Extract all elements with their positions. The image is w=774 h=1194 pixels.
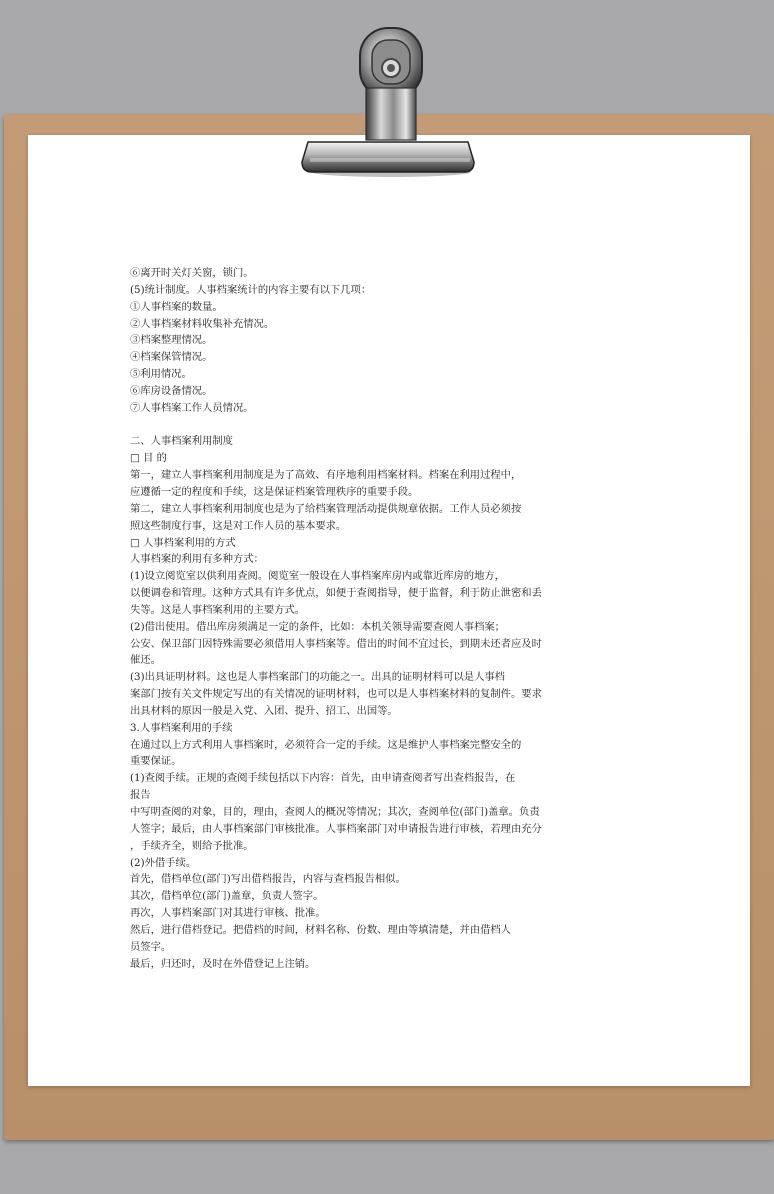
- text-line: 首先，借档单位(部门)写出借档报告，内容与查档报告相似。: [130, 873, 406, 886]
- text-line: 案部门按有关文件规定写出的有关情况的证明材料，也可以是人事档案材料的复制件。要求: [130, 688, 542, 701]
- text-line: ②人事档案材料收集补充情况。: [130, 317, 275, 330]
- text-line: 应遵循一定的程度和手续，这是保证档案管理秩序的重要手段。: [130, 485, 419, 498]
- text-line: ①人事档案的数量。: [130, 300, 223, 313]
- text-line: 然后，进行借档登记。把借档的时间，材料名称、份数、理由等填清楚，并由借档人: [130, 923, 511, 936]
- text-line: 再次，人事档案部门对其进行审核、批准。: [130, 907, 326, 920]
- text-line: (2)外借手续。: [130, 856, 197, 869]
- text-line: 重要保证。: [130, 755, 182, 768]
- text-line: 公安、保卫部门因特殊需要必须借用人事档案等。借出的时间不宜过长，到期未还者应及时: [130, 637, 542, 650]
- text-line: 人签字；最后，由人事档案部门审核批准。人事档案部门对申请报告进行审核，若理由充分: [130, 822, 542, 835]
- text-line: ⑦人事档案工作人员情况。: [130, 401, 254, 414]
- text-line: 3.人事档案利用的手续: [130, 721, 233, 734]
- text-line: 照这些制度行事，这是对工作人员的基本要求。: [130, 519, 347, 532]
- text-line: ③档案整理情况。: [130, 334, 213, 347]
- text-line: ⑥库房设备情况。: [130, 384, 213, 397]
- text-line: 中写明查阅的对象，目的，理由，查阅人的概况等情况；其次，查阅单位(部门)盖章。负责: [130, 806, 540, 818]
- text-line: 出具材料的原因一般是入党、入团、提升、招工、出国等。: [130, 704, 398, 717]
- text-line: [130, 417, 550, 434]
- text-line: 员签字。: [130, 940, 172, 953]
- text-line: ，手续齐全，则给予批准。: [130, 839, 254, 852]
- text-line: 在通过以上方式利用人事档案时，必须符合一定的手续。这是维护人事档案完整安全的: [130, 738, 522, 751]
- binder-clip-icon: [296, 22, 478, 180]
- text-line: 第一，建立人事档案利用制度是为了高效、有序地利用档案材料。档案在利用过程中，: [130, 469, 522, 482]
- text-line: (1)设立阅览室以供利用查阅。阅览室一般设在人事档案库房内或靠近库房的地方，: [130, 570, 505, 583]
- text-line: ⑥离开时关灯关窗，锁门。: [130, 267, 254, 279]
- text-line: □ 人事档案利用的方式: [130, 536, 236, 549]
- text-line: ⑤利用情况。: [130, 368, 192, 381]
- text-line: 人事档案的利用有多种方式：: [130, 553, 264, 566]
- text-line: ④档案保管情况。: [130, 351, 213, 364]
- text-line: (1)查阅手续。正规的查阅手续包括以下内容：首先，由申请查阅者写出查档报告，在: [130, 772, 516, 785]
- text-line: 报告: [130, 789, 151, 802]
- text-line: 最后，归还时，及时在外借登记上注销。: [130, 957, 316, 970]
- document-body: [130, 265, 550, 972]
- text-line: 第二，建立人事档案利用制度也是为了给档案管理活动提供规章依据。工作人员必须按: [130, 502, 522, 515]
- text-line: 催还。: [130, 654, 161, 667]
- text-line: (3)出具证明材料。这也是人事档案部门的功能之一。出具的证明材料可以是人事档: [130, 671, 505, 684]
- text-line: 以便调卷和管理。这种方式具有许多优点，如便于查阅指导，便于监督，利于防止泄密和丢: [130, 587, 542, 600]
- text-line: 其次，借档单位(部门)盖章，负责人签字。: [130, 890, 324, 903]
- text-line: 二、人事档案利用制度: [130, 435, 233, 448]
- text-line: (2)借出使用。借出库房须满足一定的条件，比如：本机关领导需要查阅人事档案；: [130, 620, 505, 633]
- text-line: 失等。这是人事档案利用的主要方式。: [130, 603, 306, 616]
- text-line: □ 目 的: [130, 452, 167, 465]
- text-line: (5)统计制度。人事档案统计的内容主要有以下几项：: [130, 283, 372, 296]
